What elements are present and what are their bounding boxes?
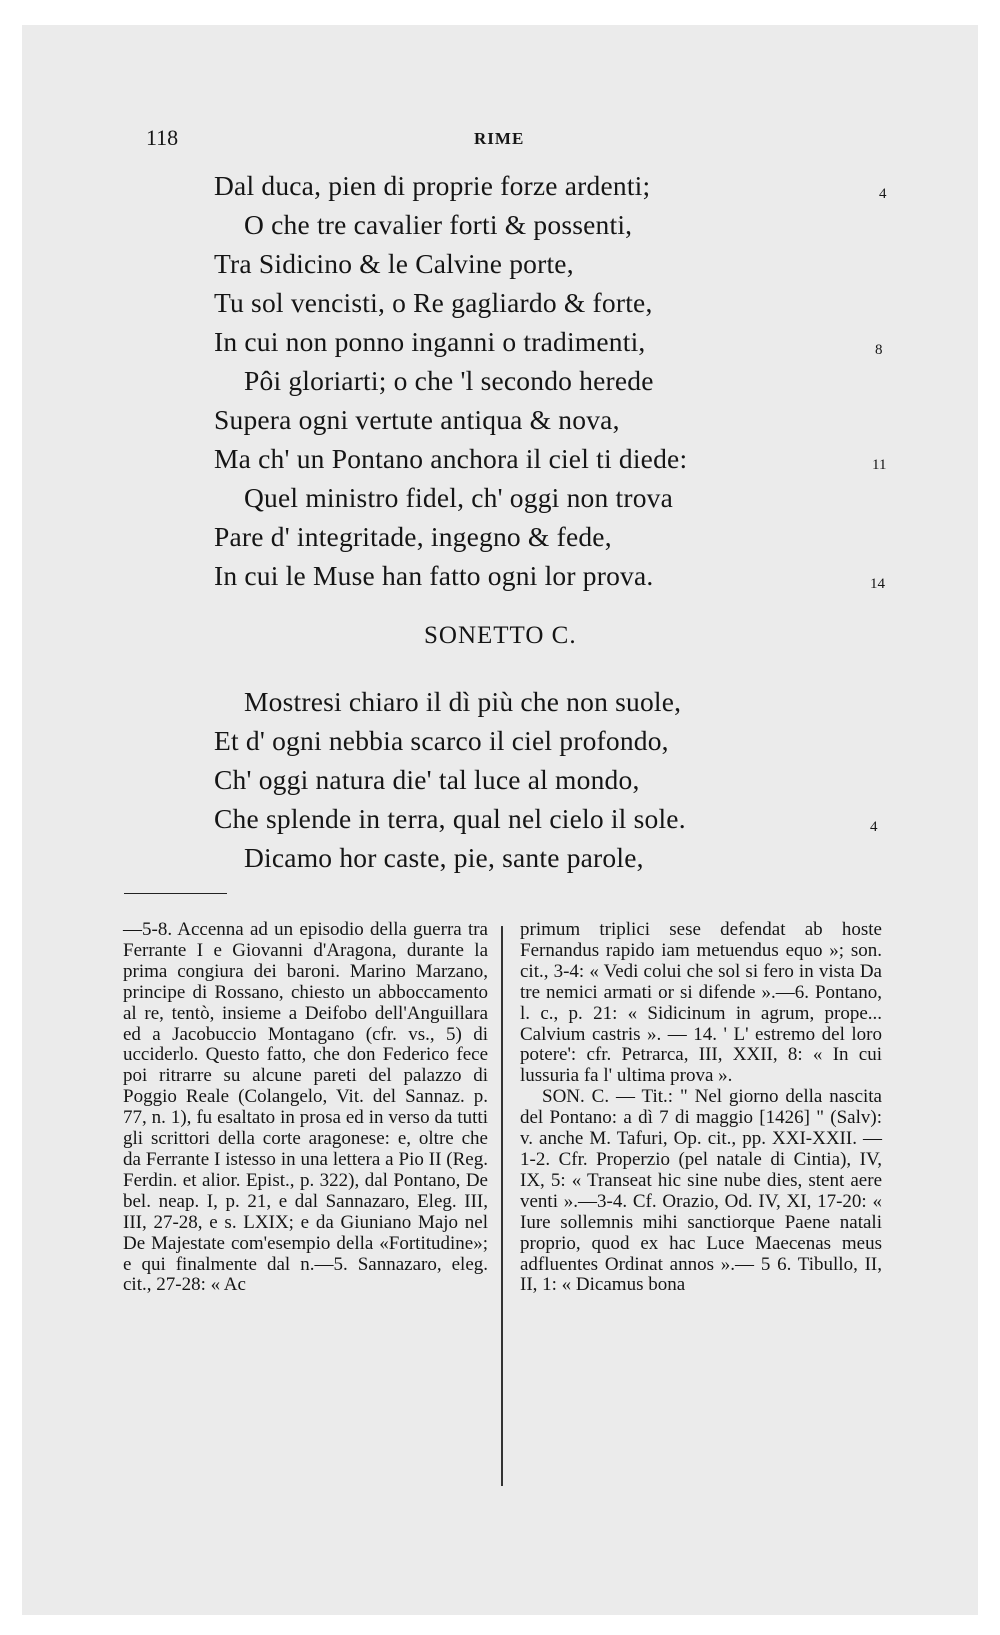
page-header: [0, 125, 1000, 155]
footnote-rule: [124, 893, 227, 894]
line-number: 4: [870, 819, 878, 835]
poem-line: Ch' oggi natura die' tal luce al mondo,: [214, 764, 640, 795]
column-divider: [501, 926, 503, 1486]
poem-line: Che splende in terra, qual nel cielo il sole.: [214, 803, 686, 834]
line-number: 4: [879, 186, 887, 202]
running-head: RIME: [474, 129, 525, 148]
poem-line: Dicamo hor caste, pie, sante parole,: [244, 842, 644, 873]
notes-right-column: [520, 920, 882, 1296]
poem-line: O che tre cavalier forti & possenti,: [244, 209, 633, 240]
line-number: 11: [872, 457, 887, 473]
line-number: 8: [875, 342, 883, 358]
poem-line: In cui le Muse han fatto ogni lor prova.: [214, 560, 654, 591]
page-number: 118: [146, 125, 179, 150]
poem-line: Supera ogni vertute antiqua & nova,: [214, 404, 620, 435]
poem-line: Dal duca, pien di proprie forze ardenti;: [214, 170, 651, 201]
poem-line: In cui non ponno inganni o tradimenti,: [214, 326, 646, 357]
poem-line: Ma ch' un Pontano anchora il ciel ti diede:: [214, 443, 688, 474]
line-number: 14: [870, 576, 885, 592]
poem-line: Pare d' integritade, ingegno & fede,: [214, 521, 612, 552]
note-paragraph: —5-8. Accenna ad un episodio della guerra tra Ferrante I e Giovanni d'Aragona, durante la prima congiura dei baroni. Marino Marzano, principe di Rossano, chiesto un abboccamento al re, tentò, insieme a Deifobo dell'Anguillara ed a Jacobuccio Montagano (cfr. vs., 5) di ucciderlo. Questo fatto, che don Federico fece poi ritrarre su alcune pareti del palazzo di Poggio Reale (Colangelo, Vit. del Sannaz. p. 77, n. 1), fu esaltato in prosa ed in verso da tutti gli scrittori della corte aragonese: e, oltre che da Ferrante I istesso in una lettera a Pio II (Reg. Ferdin. et alior. Epist., p. 322), dal Pontano, De bel. neap. I, p. 21, e dal Sannazaro, Eleg. III, III, 27-28, e s. LXIX; e da Giuniano Majo nel De Majestate com'esempio della «Fortitudine»; e qui finalmente dal n.—5. Sannazaro, eleg. cit., 27-28: « Ac: [123, 919, 488, 1296]
note-paragraph: SON. C. — Tit.: " Nel giorno della nascita del Pontano: a dì 7 di maggio [1426] " (Salv): v. anche M. Tafuri, Op. cit., pp. XXI-XXII. — 1-2. Cfr. Properzio (pel natale di Cintia), IV, IX, 5: « Transeat hic sine nube dies, stent aere venti ».—3-4. Cf. Orazio, Od. IV, XI, 17-20: « Iure sollemnis mihi sanctiorque Paene natali proprio, quod ex hac Luce Maecenas meus adfluentes Ordinat annos ».— 5 6. Tibullo, II, II, 1: « Dicamus bona: [520, 1086, 882, 1296]
poem-line: Pôi gloriarti; o che 'l secondo herede: [244, 365, 654, 396]
poem-line: Mostresi chiaro il dì più che non suole,: [244, 686, 682, 717]
poem-line: Quel ministro fidel, ch' oggi non trova: [244, 482, 674, 513]
poem-line: Tu sol vencisti, o Re gagliardo & forte,: [214, 287, 653, 318]
poem-line: Tra Sidicino & le Calvine porte,: [214, 248, 574, 279]
poem-line: Et d' ogni nebbia scarco il ciel profondo,: [214, 725, 669, 756]
notes-left-column: [123, 920, 488, 1296]
sonnet-title: SONETTO C.: [424, 622, 577, 649]
note-paragraph: primum triplici sese defendat ab hoste Fernandus rapido iam metuendus equo »; son. cit., 3-4: « Vedi colui che sol si fero in vista Da tre nemici armati or si difende ».—6. Pontano, l. c., p. 21: « Sidicinum in agrum, prope... Calvium castris ». — 14. ' L' estremo del loro potere': cfr. Petrarca, III, XXII, 8: « In cui lussuria fa l' ultima prova ».: [520, 919, 882, 1087]
